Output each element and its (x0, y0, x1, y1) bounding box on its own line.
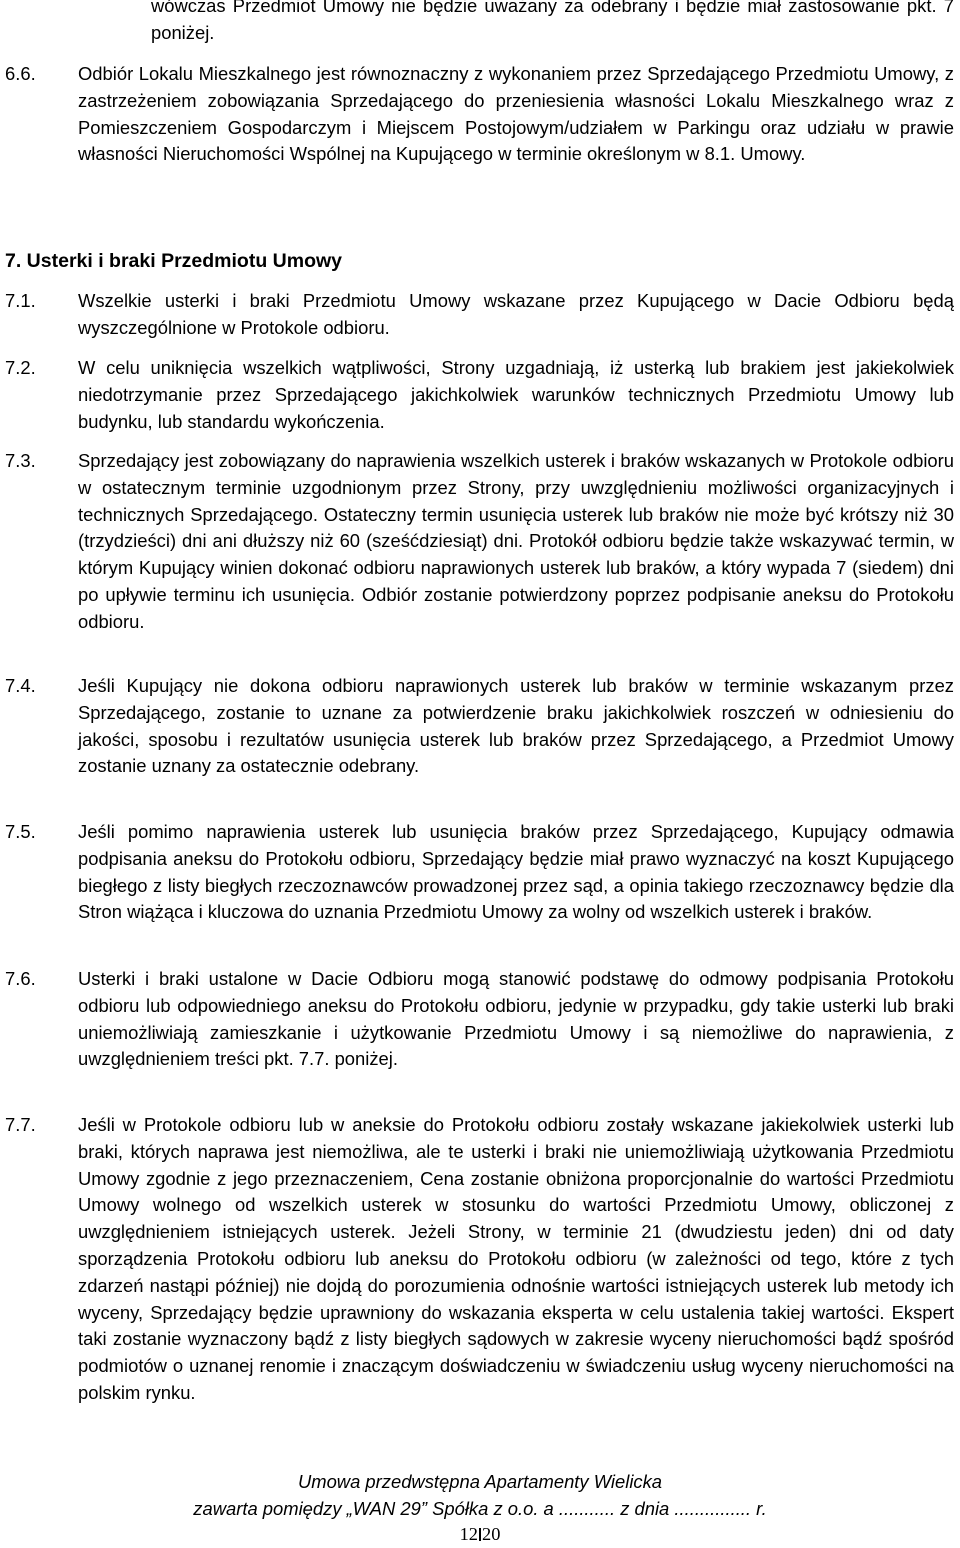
clause-number: 7.1. (5, 290, 36, 311)
clause-text: Usterki i braki ustalone w Dacie Odbioru mogą stanowić podstawę do odmowy podpisania Protokołu odbioru lub odpowiedniego aneksu do Protokołu odbioru, jedynie w przypadku, gdy takie usterki lub braki uniemożliwiają zamieszkanie i użytkowanie Przedmiotu Umowy i są niemożliwe do naprawienia, z uwzględnieniem treści pkt. 7.7. poniżej. (78, 968, 954, 1070)
clause-number: 7.2. (5, 357, 36, 378)
clause-text: Jeśli pomimo naprawienia usterek lub usunięcia braków przez Sprzedającego, Kupujący odmawia podpisania aneksu do Protokołu odbioru, Sprzedający będzie miał prawo wyznaczyć na koszt Kupującego biegłego z listy biegłych rzeczoznawców prowadzonej przez sąd, a opinia takiego rzeczoznawcy będzie dla Stron wiążąca i kluczowa do uznania Przedmiotu Umowy za wolny od wszelkich usterek i braków. (78, 821, 954, 923)
clause-number: 7.5. (5, 821, 36, 842)
section-heading: 7. Usterki i braki Przedmiotu Umowy (5, 250, 343, 272)
footer-title: Umowa przedwstępna Apartamenty Wielicka (297, 1471, 663, 1492)
clause-text: Jeśli w Protokole odbioru lub w aneksie do Protokołu odbioru zostały wskazane jakiekolwiek usterki lub braki, których naprawa jest niemożliwa, ale te usterki i braki nie uniemożliwiają użytkowania Przedmiotu Umowy zgodnie z jego przeznaczeniem, Cena zostanie obniżona proporcjonalnie do wartości Przedmiotu Umowy wolnego od wszelkich usterek w stosunku do wartości Przedmiotu Umowy, obliczonej z uwzględnieniem istniejących usterek. Jeżeli Strony, w terminie 21 (dwudziestu jeden) dni od daty sporządzenia Protokołu odbioru lub aneksu do Protokołu odbioru (w zależności od tego, które z tych zdarzeń nastąpi później) nie dojdą do porozumienia odnośnie wartości istniejących usterek lub metody ich wyceny, Sprzedający będzie uprawniony do wskazania eksperta w celu ustalenia takiej wartości. Ekspert taki zostanie wyznaczony bądź z listy biegłych sądowych w zakresie wyceny nieruchomości bądź spośród podmiotów o uznanej renomie i znaczącym doświadczeniu w świadczeniu usług wyceny nieruchomości na polskim rynku. (78, 1114, 954, 1403)
clause-text: Odbiór Lokalu Mieszkalnego jest równoznaczny z wykonaniem przez Sprzedającego Przedmiotu Umowy, z zastrzeżeniem zobowiązania Sprzedającego do przeniesienia własności Lokalu Mieszkalnego wraz z Pomieszczeniem Gospodarczym i Miejscem Postojowym/udziałem w Parkingu oraz udziału w prawie własności Nieruchomości Wspólnej na Kupującego w terminie określonym w 8.1. Umowy. (78, 63, 954, 165)
clause-text: W celu uniknięcia wszelkich wątpliwości, Strony uzgadniają, iż usterką lub brakiem jest jakiekolwiek niedotrzymanie przez Sprzedającego jakichkolwiek warunków technicznych Przedmiotu Umowy lub budynku, lub standardu wykończenia. (78, 357, 954, 432)
page-total: 20 (482, 1524, 501, 1544)
clause-number: 7.6. (5, 968, 36, 989)
clause-number: 6.6. (5, 63, 36, 84)
clause-number: 7.7. (5, 1114, 36, 1135)
footer-subtitle: zawarta pomiędzy „WAN 29” Spółka z o.o. a ........... z dnia ............... r. (193, 1498, 767, 1519)
clause-number: 7.3. (5, 450, 36, 471)
page-number (0, 1521, 960, 1548)
continuation-paragraph: wówczas Przedmiot Umowy nie będzie uważany za odebrany i będzie miał zastosowanie pkt. 7 poniżej. (151, 0, 954, 43)
page-current: 12 (459, 1524, 478, 1544)
clause-number: 7.4. (5, 675, 36, 696)
clause-text: Wszelkie usterki i braki Przedmiotu Umowy wskazane przez Kupującego w Dacie Odbioru będą wyszczególnione w Protokole odbioru. (78, 290, 954, 338)
clause-text: Sprzedający jest zobowiązany do naprawienia wszelkich usterek i braków wskazanych w Protokole odbioru w ostatecznym terminie uzgodnionym przez Strony, przy uwzględnieniu możliwości organizacyjnych i technicznych Sprzedającego. Ostateczny termin usunięcia usterek lub braków nie może być krótszy niż 30 (trzydzieści) dni ani dłuższy niż 60 (sześćdziesiąt) dni. Protokół odbioru będzie także wskazywać termin, w którym Kupujący winien dokonać odbioru naprawionych usterek lub braków, a który wypada 7 (siedem) dni po upływie terminu ich usunięcia. Odbiór zostanie potwierdzony poprzez podpisanie aneksu do Protokołu odbioru. (78, 450, 954, 632)
clause-text: Jeśli Kupujący nie dokona odbioru naprawionych usterek lub braków w terminie wskazanym przez Sprzedającego, zostanie to uznane za potwierdzenie braku jakichkolwiek roszczeń w odniesieniu do jakości, sposobu i rezultatów usunięcia usterek lub braków przez Sprzedającego, a Przedmiot Umowy zostanie uznany za ostatecznie odebrany. (78, 675, 954, 777)
page-separator (479, 1528, 481, 1541)
